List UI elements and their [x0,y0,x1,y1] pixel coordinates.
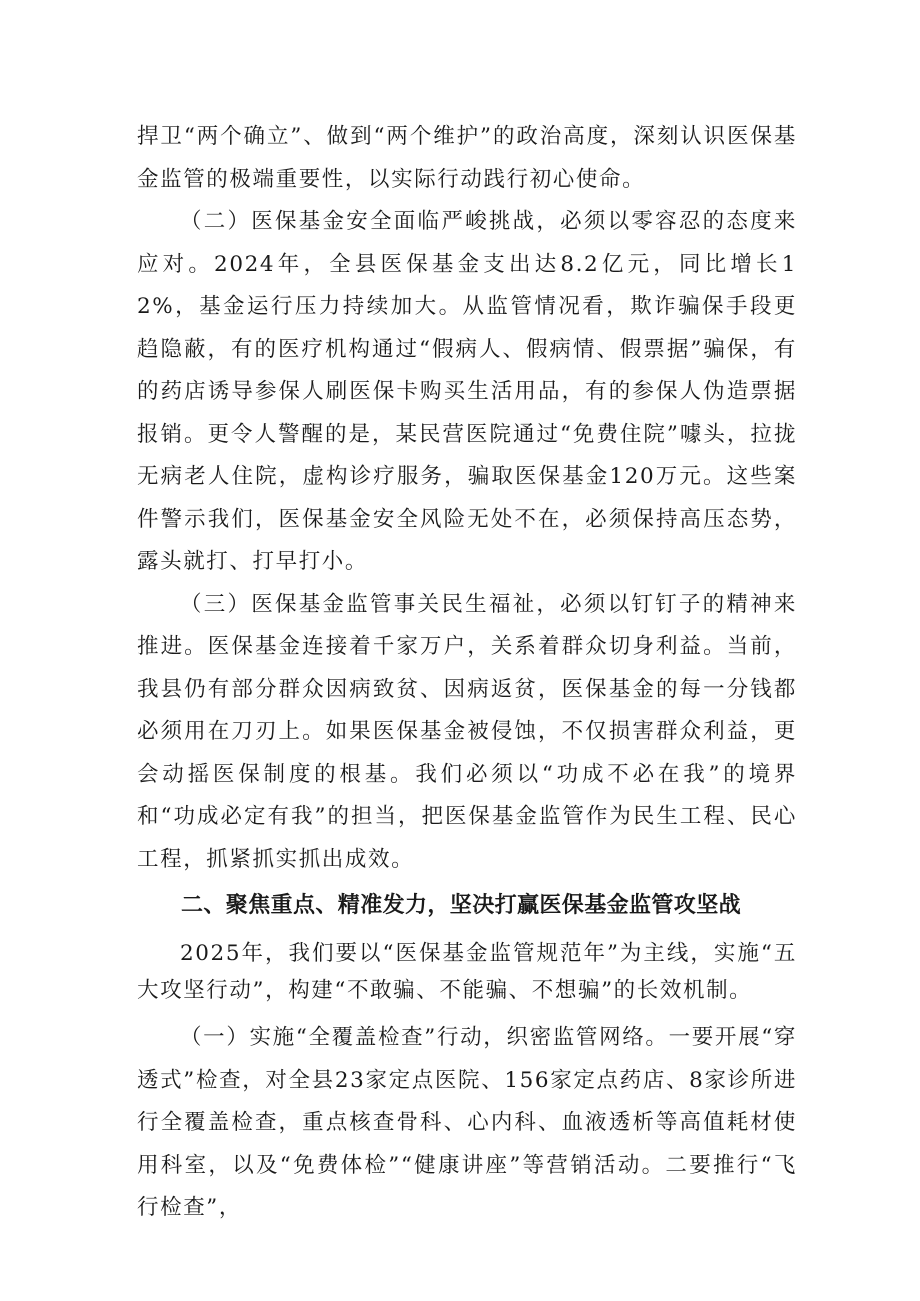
paragraph-2025-plan: 2025年，我们要以“医保基金监管规范年”为主线，实施“五大攻坚行动”，构建“不敢骗、不能骗、不想骗”的长效机制。 [137,941,797,1003]
section-heading: 二、聚焦重点、精准发力，坚决打赢医保基金监管攻坚战 [181,893,742,918]
paragraph-continuation: 捍卫“两个确立”、做到“两个维护”的政治高度，深刻认识医保基金监管的极端重要性，以实际行动践行初心使命。 [137,124,797,192]
paragraph-challenge: （二）医保基金安全面临严峻挑战，必须以零容忍的态度来应对。2024年，全县医保基金支出达8.2亿元，同比增长12%，基金运行压力持续加大。从监管情况看，欺诈骗保手段更趋隐蔽，有的医疗机构通过“假病人、假病情、假票据”骗保，有的药店诱导参保人刷医保卡购买生活用品，有的参保人伪造票据报销。更令人警醒的是，某民营医院通过“免费住院”噱头，拉拢无病老人住院，虚构诊疗服务，骗取医保基金120万元。这些案件警示我们，医保基金安全风险无处不在，必须保持高压态势，露头就打、打早打小。 [137,209,797,574]
paragraph-full-coverage-inspection: （一）实施“全覆盖检查”行动，织密监管网络。一要开展“穿透式”检查，对全县23家定点医院、156家定点药店、8家诊所进行全覆盖检查，重点核查骨科、心内科、血液透析等高值耗材使用科室，以及“免费体检”“健康讲座”等营销活动。二要推行“飞行检查”， [137,1025,797,1220]
paragraph-livelihood: （三）医保基金监管事关民生福祉，必须以钉钉子的精神来推进。医保基金连接着千家万户，关系着群众切身利益。当前，我县仍有部分群众因病致贫、因病返贫，医保基金的每一分钱都必须用在刀刃上。如果医保基金被侵蚀，不仅损害群众利益，更会动摇医保制度的根基。我们必须以“功成不必在我”的境界和“功成必定有我”的担当，把医保基金监管作为民生工程、民心工程，抓紧抓实抓出成效。 [137,591,797,872]
document-body [137,116,797,1230]
